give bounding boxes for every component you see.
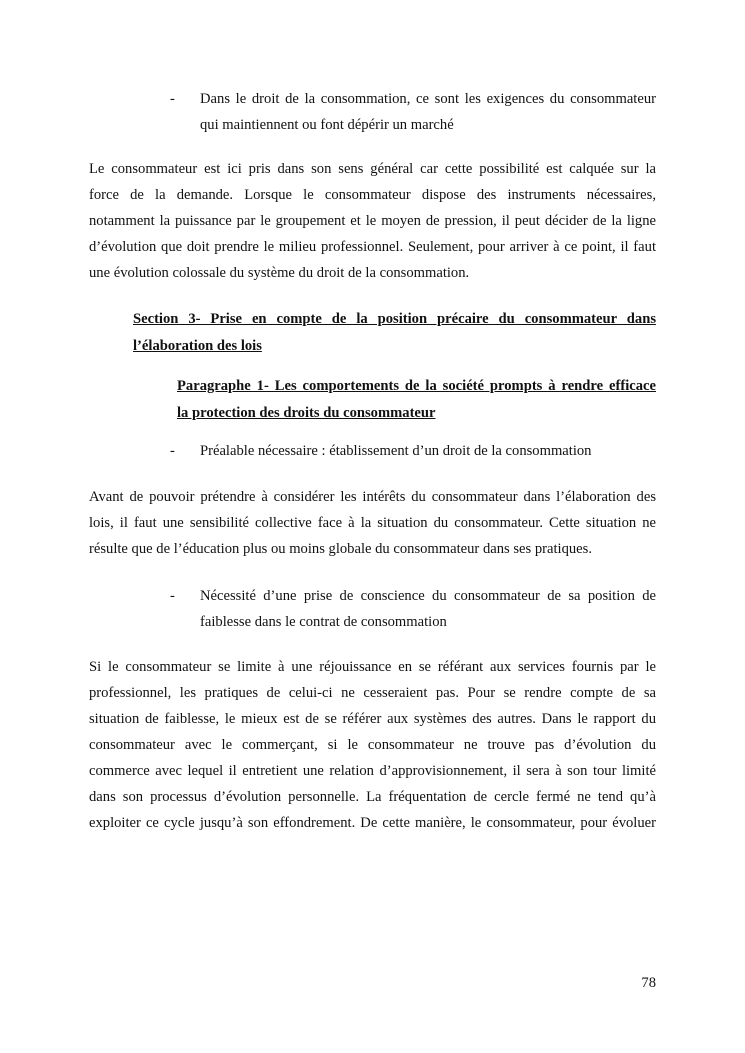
text-line: une évolution colossale du système du droit de la consommation.: [89, 265, 470, 281]
bullet-dash: -: [170, 588, 175, 604]
bullet-text: [200, 438, 656, 464]
text-line: lois, il faut une sensibilité collective face à la situation du consommateur. Cette situation ne: [89, 515, 656, 531]
bullet-dash: -: [170, 91, 175, 107]
bullet-text: [200, 583, 656, 635]
heading-line: Section 3- Prise en compte de la position précaire du consommateur dans: [133, 311, 656, 327]
text-line: Dans le droit de la consommation, ce sont les exigences du consommateur: [200, 91, 656, 107]
heading-line: Paragraphe 1- Les comportements de la société prompts à rendre efficace: [177, 378, 656, 394]
text-line: qui maintiennent ou font dépérir un marché: [200, 117, 454, 133]
bullet-dash: -: [170, 443, 175, 459]
bullet-item-2: [0, 438, 745, 466]
body-paragraph-1: [89, 156, 656, 286]
heading-line: la protection des droits du consommateur: [177, 405, 436, 421]
text-line: Le consommateur est ici pris dans son sens général car cette possibilité est calquée sur la: [89, 161, 656, 177]
heading-line: l’élaboration des lois: [133, 338, 262, 354]
text-line: professionnel, les pratiques de celui-ci ne cesseraient pas. Pour se rendre compte de sa: [89, 685, 656, 701]
text-line: résulte que de l’éducation plus ou moins globale du consommateur dans ses pratiques.: [89, 541, 592, 557]
text-line: Nécessité d’une prise de conscience du consommateur de sa position de: [200, 588, 656, 604]
text-line: consommateur avec le commerçant, si le consommateur ne trouve pas d’évolution du: [89, 737, 656, 753]
section-heading: [133, 306, 656, 360]
text-line: Si le consommateur se limite à une réjouissance en se référant aux services fournis par le: [89, 659, 656, 675]
text-line: faiblesse dans le contrat de consommation: [200, 614, 447, 630]
text-line: d’évolution que doit prendre le milieu professionnel. Seulement, pour arriver à ce point, il faut: [89, 239, 656, 255]
text-line: force de la demande. Lorsque le consommateur dispose des instruments nécessaires,: [89, 187, 656, 203]
text-line: Préalable nécessaire : établissement d’un droit de la consommation: [200, 443, 592, 459]
body-paragraph-2: [89, 484, 656, 562]
page-number: 78: [641, 975, 656, 991]
text-line: Avant de pouvoir prétendre à considérer les intérêts du consommateur dans l’élaboration des: [89, 489, 656, 505]
paragraph-heading: [177, 373, 656, 427]
body-paragraph-3: [89, 654, 656, 836]
text-line: commerce avec lequel il entretient une relation d’approvisionnement, il sera à son tour limité: [89, 763, 656, 779]
bullet-item-1: [0, 86, 745, 142]
text-line: exploiter ce cycle jusqu’à son effondrement. De cette manière, le consommateur, pour évoluer: [89, 815, 656, 831]
bullet-item-3: [0, 583, 745, 639]
bullet-text: [200, 86, 656, 138]
text-line: dans son processus d’évolution personnelle. La fréquentation de cercle fermé ne tend qu’à: [89, 789, 656, 805]
text-line: situation de faiblesse, le mieux est de se référer aux systèmes des autres. Dans le rapport du: [89, 711, 656, 727]
text-line: notamment la puissance par le groupement et le moyen de pression, il peut décider de la ligne: [89, 213, 656, 229]
